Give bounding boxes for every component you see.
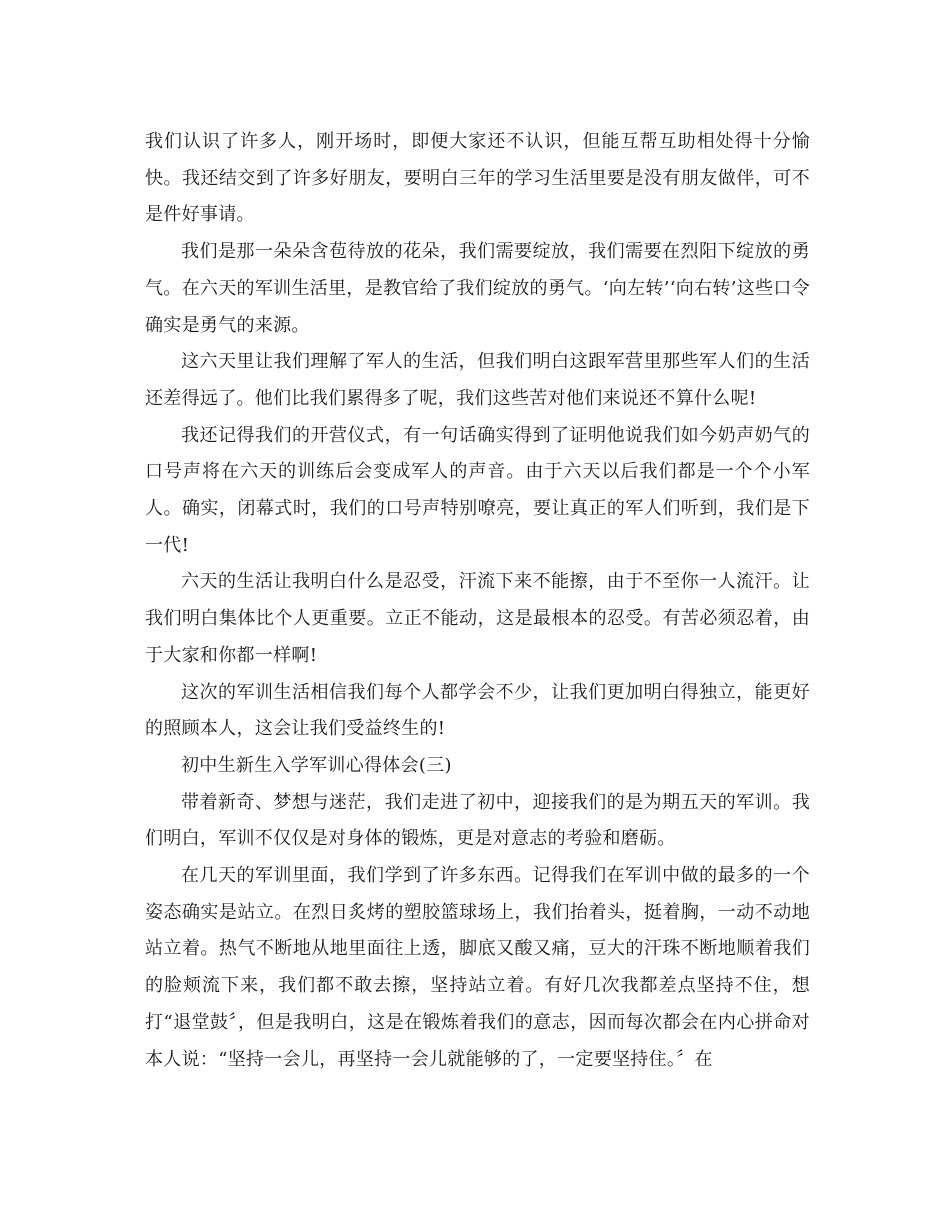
paragraph-2: 我们是那一朵朵含苞待放的花朵，我们需要绽放，我们需要在烈阳下绽放的勇气。在六天的军训生活里，是教官给了我们绽放的勇气。‘向左转’‘向右转’这些口令确实是勇气的来源。 <box>145 241 810 336</box>
paragraph-3: 这六天里让我们理解了军人的生活，但我们明白这跟军营里那些军人们的生活还差得远了。他们比我们累得多了呢，我们这些苦对他们来说还不算什么呢! <box>145 351 810 409</box>
paragraph-6: 这次的军训生活相信我们每个人都学会不少，让我们更加明白得独立，能更好的照顾本人，这会让我们受益终生的! <box>145 681 810 740</box>
document-body <box>145 124 810 1078</box>
paragraph-4: 我还记得我们的开营仪式，有一句话确实得到了证明他说我们如今奶声奶气的口号声将在六天的训练后会变成军人的声音。由于六天以后我们都是一个个小军人。确实，闭幕式时，我们的口号声特别嘹亮，要让真正的军人们听到，我们是下一代! <box>145 424 810 556</box>
section-heading: 初中生新生入学军训心得体会(三) <box>181 754 452 776</box>
paragraph-1: 我们认识了许多人，刚开场时，即便大家还不认识，但能互帮互助相处得十分愉快。我还结交到了许多好朋友，要明白三年的学习生活里要是没有朋友做伴，可不是件好事请。 <box>145 131 810 226</box>
paragraph-5: 六天的生活让我明白什么是忍受，汗流下来不能擦，由于不至你一人流汗。让我们明白集体比个人更重要。立正不能动，这是最根本的忍受。有苦必须忍着，由于大家和你都一样啊! <box>145 571 810 666</box>
paragraph-7: 带着新奇、梦想与迷茫，我们走进了初中，迎接我们的是为期五天的军训。我们明白，军训不仅仅是对身体的锻炼，更是对意志的考验和磨砺。 <box>145 791 810 850</box>
paragraph-8: 在几天的军训里面，我们学到了许多东西。记得我们在军训中做的最多的一个姿态确实是站立。在烈日炙烤的塑胶篮球场上，我们抬着头，挺着胸，一动不动地站立着。热气不断地从地里面往上透，脚底又酸又痛，豆大的汗珠不断地顺着我们的脸颊流下来，我们都不敢去擦，坚持站立着。有好几次我都差点坚持不住，想打“退堂鼓〞，但是我明白，这是在锻炼着我们的意志，因而每次都会在内心拼命对本人说：“坚持一会儿，再坚持一会儿就能够的了，一定要坚持住。〞在 <box>145 865 810 1070</box>
